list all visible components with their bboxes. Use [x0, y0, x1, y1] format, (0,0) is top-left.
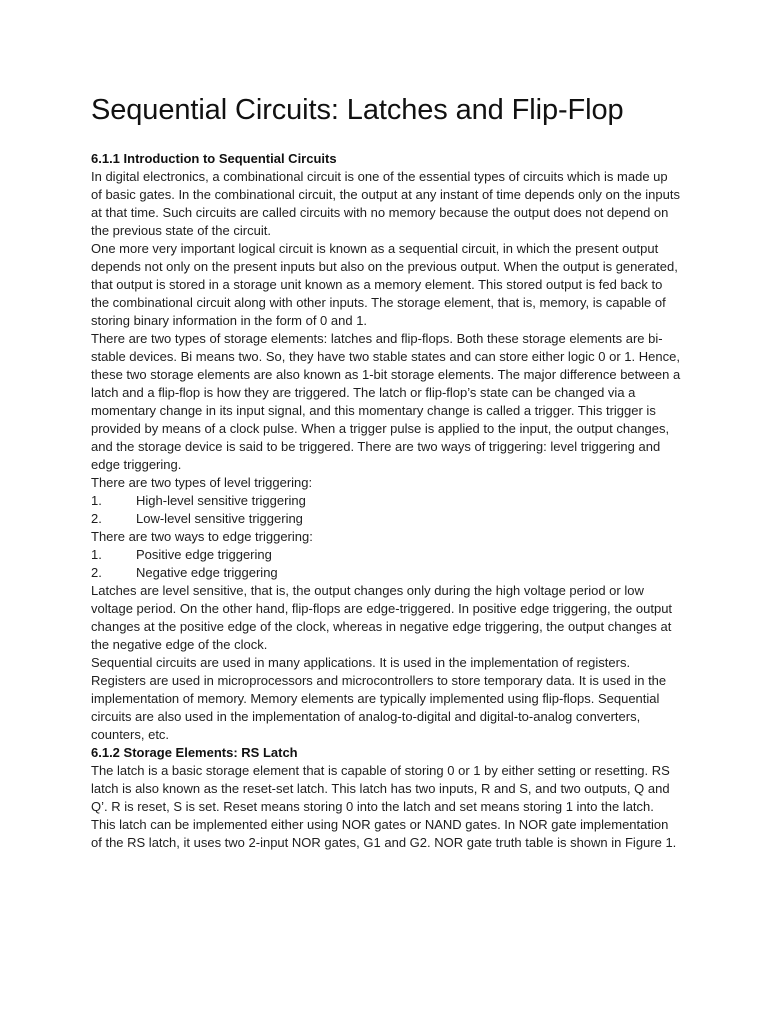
list-item	[91, 546, 681, 564]
edge-triggering-list	[91, 546, 681, 582]
section-rs-latch	[91, 744, 681, 852]
section-intro	[91, 150, 681, 744]
document-page	[91, 0, 681, 852]
document-title: Sequential Circuits: Latches and Flip-Flop	[91, 94, 624, 126]
paragraph: There are two types of storage elements: latches and flip-flops. Both these storage elements are bi-stable devices. Bi means two. So, they have two stable states and can store either logic 0 or 1. Hence, these two storage elements are also known as 1-bit storage elements. The major difference between a latch and a flip-flop is how they are triggered. The latch or flip-flop’s state can be changed via a momentary change in its input signal, and this momentary change is called a trigger. This trigger is provided by means of a clock pulse. When a trigger pulse is applied to the input, the output changes, and the storage device is said to be triggered. There are two ways of triggering: level triggering and edge triggering.	[91, 331, 681, 472]
list-item	[91, 492, 681, 510]
paragraph: Latches are level sensitive, that is, the output changes only during the high voltage period or low voltage period. On the other hand, flip-flops are edge-triggered. In positive edge triggering, the output changes at the positive edge of the clock, whereas in negative edge triggering, the output changes at the negative edge of the clock.	[91, 583, 673, 652]
paragraph: Sequential circuits are used in many applications. It is used in the implementation of registers. Registers are used in microprocessors and microcontrollers to store temporary data. It is used in the implementation of memory. Memory elements are typically implemented using flip-flops. Sequential circuits are also used in the implementation of analog-to-digital and digital-to-analog converters, counters, etc.	[91, 655, 667, 742]
list-number: 2.	[91, 511, 102, 526]
list-text: High-level sensitive triggering	[136, 493, 306, 508]
list-item	[91, 510, 681, 528]
list-text: Low-level sensitive triggering	[136, 511, 303, 526]
list-item	[91, 564, 681, 582]
edge-triggering-intro: There are two ways to edge triggering:	[91, 529, 313, 544]
section-heading: 6.1.1 Introduction to Sequential Circuits	[91, 151, 337, 166]
list-number: 1.	[91, 547, 102, 562]
paragraph: In digital electronics, a combinational circuit is one of the essential types of circuits which is made up of basic gates. In the combinational circuit, the output at any instant of time depends only on the inputs at that time. Such circuits are called circuits with no memory because the output does not depend on the previous state of the circuit.	[91, 169, 680, 238]
level-triggering-list	[91, 492, 681, 528]
list-text: Positive edge triggering	[136, 547, 272, 562]
list-number: 1.	[91, 493, 102, 508]
list-number: 2.	[91, 565, 102, 580]
section-heading: 6.1.2 Storage Elements: RS Latch	[91, 745, 298, 760]
level-triggering-intro: There are two types of level triggering:	[91, 475, 313, 490]
list-text: Negative edge triggering	[136, 565, 278, 580]
paragraph: One more very important logical circuit is known as a sequential circuit, in which the present output depends not only on the present inputs but also on the previous output. When the output is generated, that output is stored in a storage unit known as a memory element. This stored output is fed back to the combinational circuit along with other inputs. The storage element, that is, memory, is capable of storing binary information in the form of 0 and 1.	[91, 241, 678, 328]
paragraph: The latch is a basic storage element that is capable of storing 0 or 1 by either setting or resetting. RS latch is also known as the reset-set latch. This latch has two inputs, R and S, and two outputs, Q and Q’. R is reset, S is set. Reset means storing 0 into the latch and set means storing 1 into the latch. This latch can be implemented either using NOR gates or NAND gates. In NOR gate implementation of the RS latch, it uses two 2-input NOR gates, G1 and G2. NOR gate truth table is shown in Figure 1.	[91, 763, 677, 850]
